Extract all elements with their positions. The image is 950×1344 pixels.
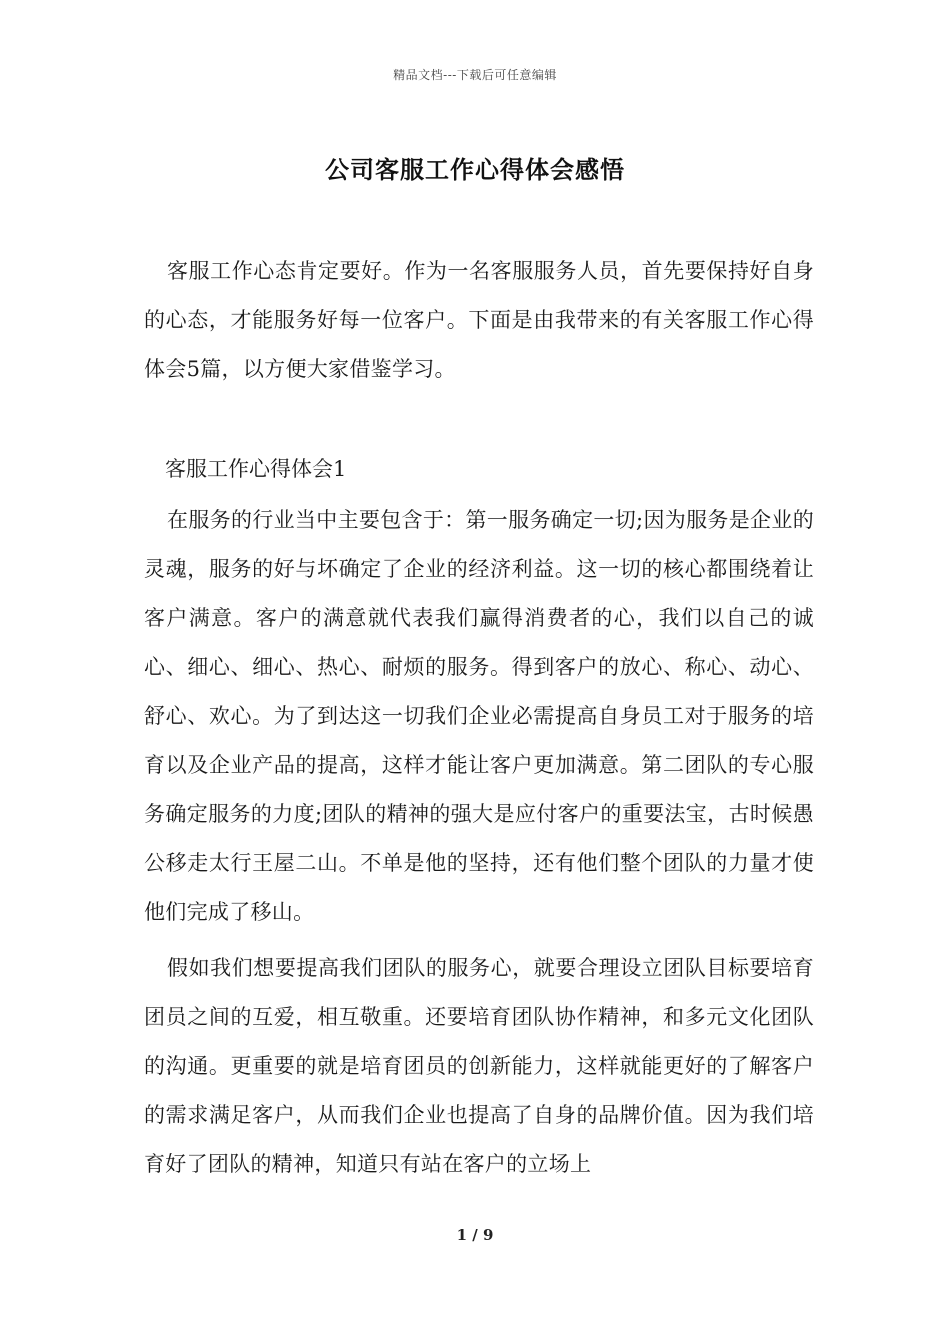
body-paragraph: 在服务的行业当中主要包含于：第一服务确定一切;因为服务是企业的灵魂，服务的好与坏确定了企业的经济利益。这一切的核心都围绕着让客户满意。客户的满意就代表我们赢得消费者的心，我们以自己的诚心、细心、细心、热心、耐烦的服务。得到客户的放心、称心、动心、舒心、欢心。为了到达这一切我们企业必需提高自身员工对于服务的培育以及企业产品的提高，这样才能让客户更加满意。第二团队的专心服务确定服务的力度;团队的精神的强大是应付客户的重要法宝，古时候愚公移走太行王屋二山。不单是他的坚持，还有他们整个团队的力量才使他们完成了移山。 [144, 508, 814, 924]
header-note: 精品文档---下载后可任意编辑 [393, 68, 557, 82]
section-heading: 客服工作心得体会1 [165, 457, 347, 481]
intro-paragraph: 客服工作心态肯定要好。作为一名客服服务人员，首先要保持好自身的心态，才能服务好每一位客户。下面是由我带来的有关客服工作心得体会5篇，以方便大家借鉴学习。 [144, 259, 814, 381]
document-title: 公司客服工作心得体会感悟 [325, 155, 625, 184]
body-paragraph: 假如我们想要提高我们团队的服务心，就要合理设立团队目标要培育团员之间的互爱，相互敬重。还要培育团队协作精神，和多元文化团队的沟通。更重要的就是培育团员的创新能力，这样就能更好的了解客户的需求满足客户，从而我们企业也提高了自身的品牌价值。因为我们培育好了团队的精神，知道只有站在客户的立场上 [144, 956, 814, 1176]
page-number: 1 / 9 [456, 1226, 494, 1244]
